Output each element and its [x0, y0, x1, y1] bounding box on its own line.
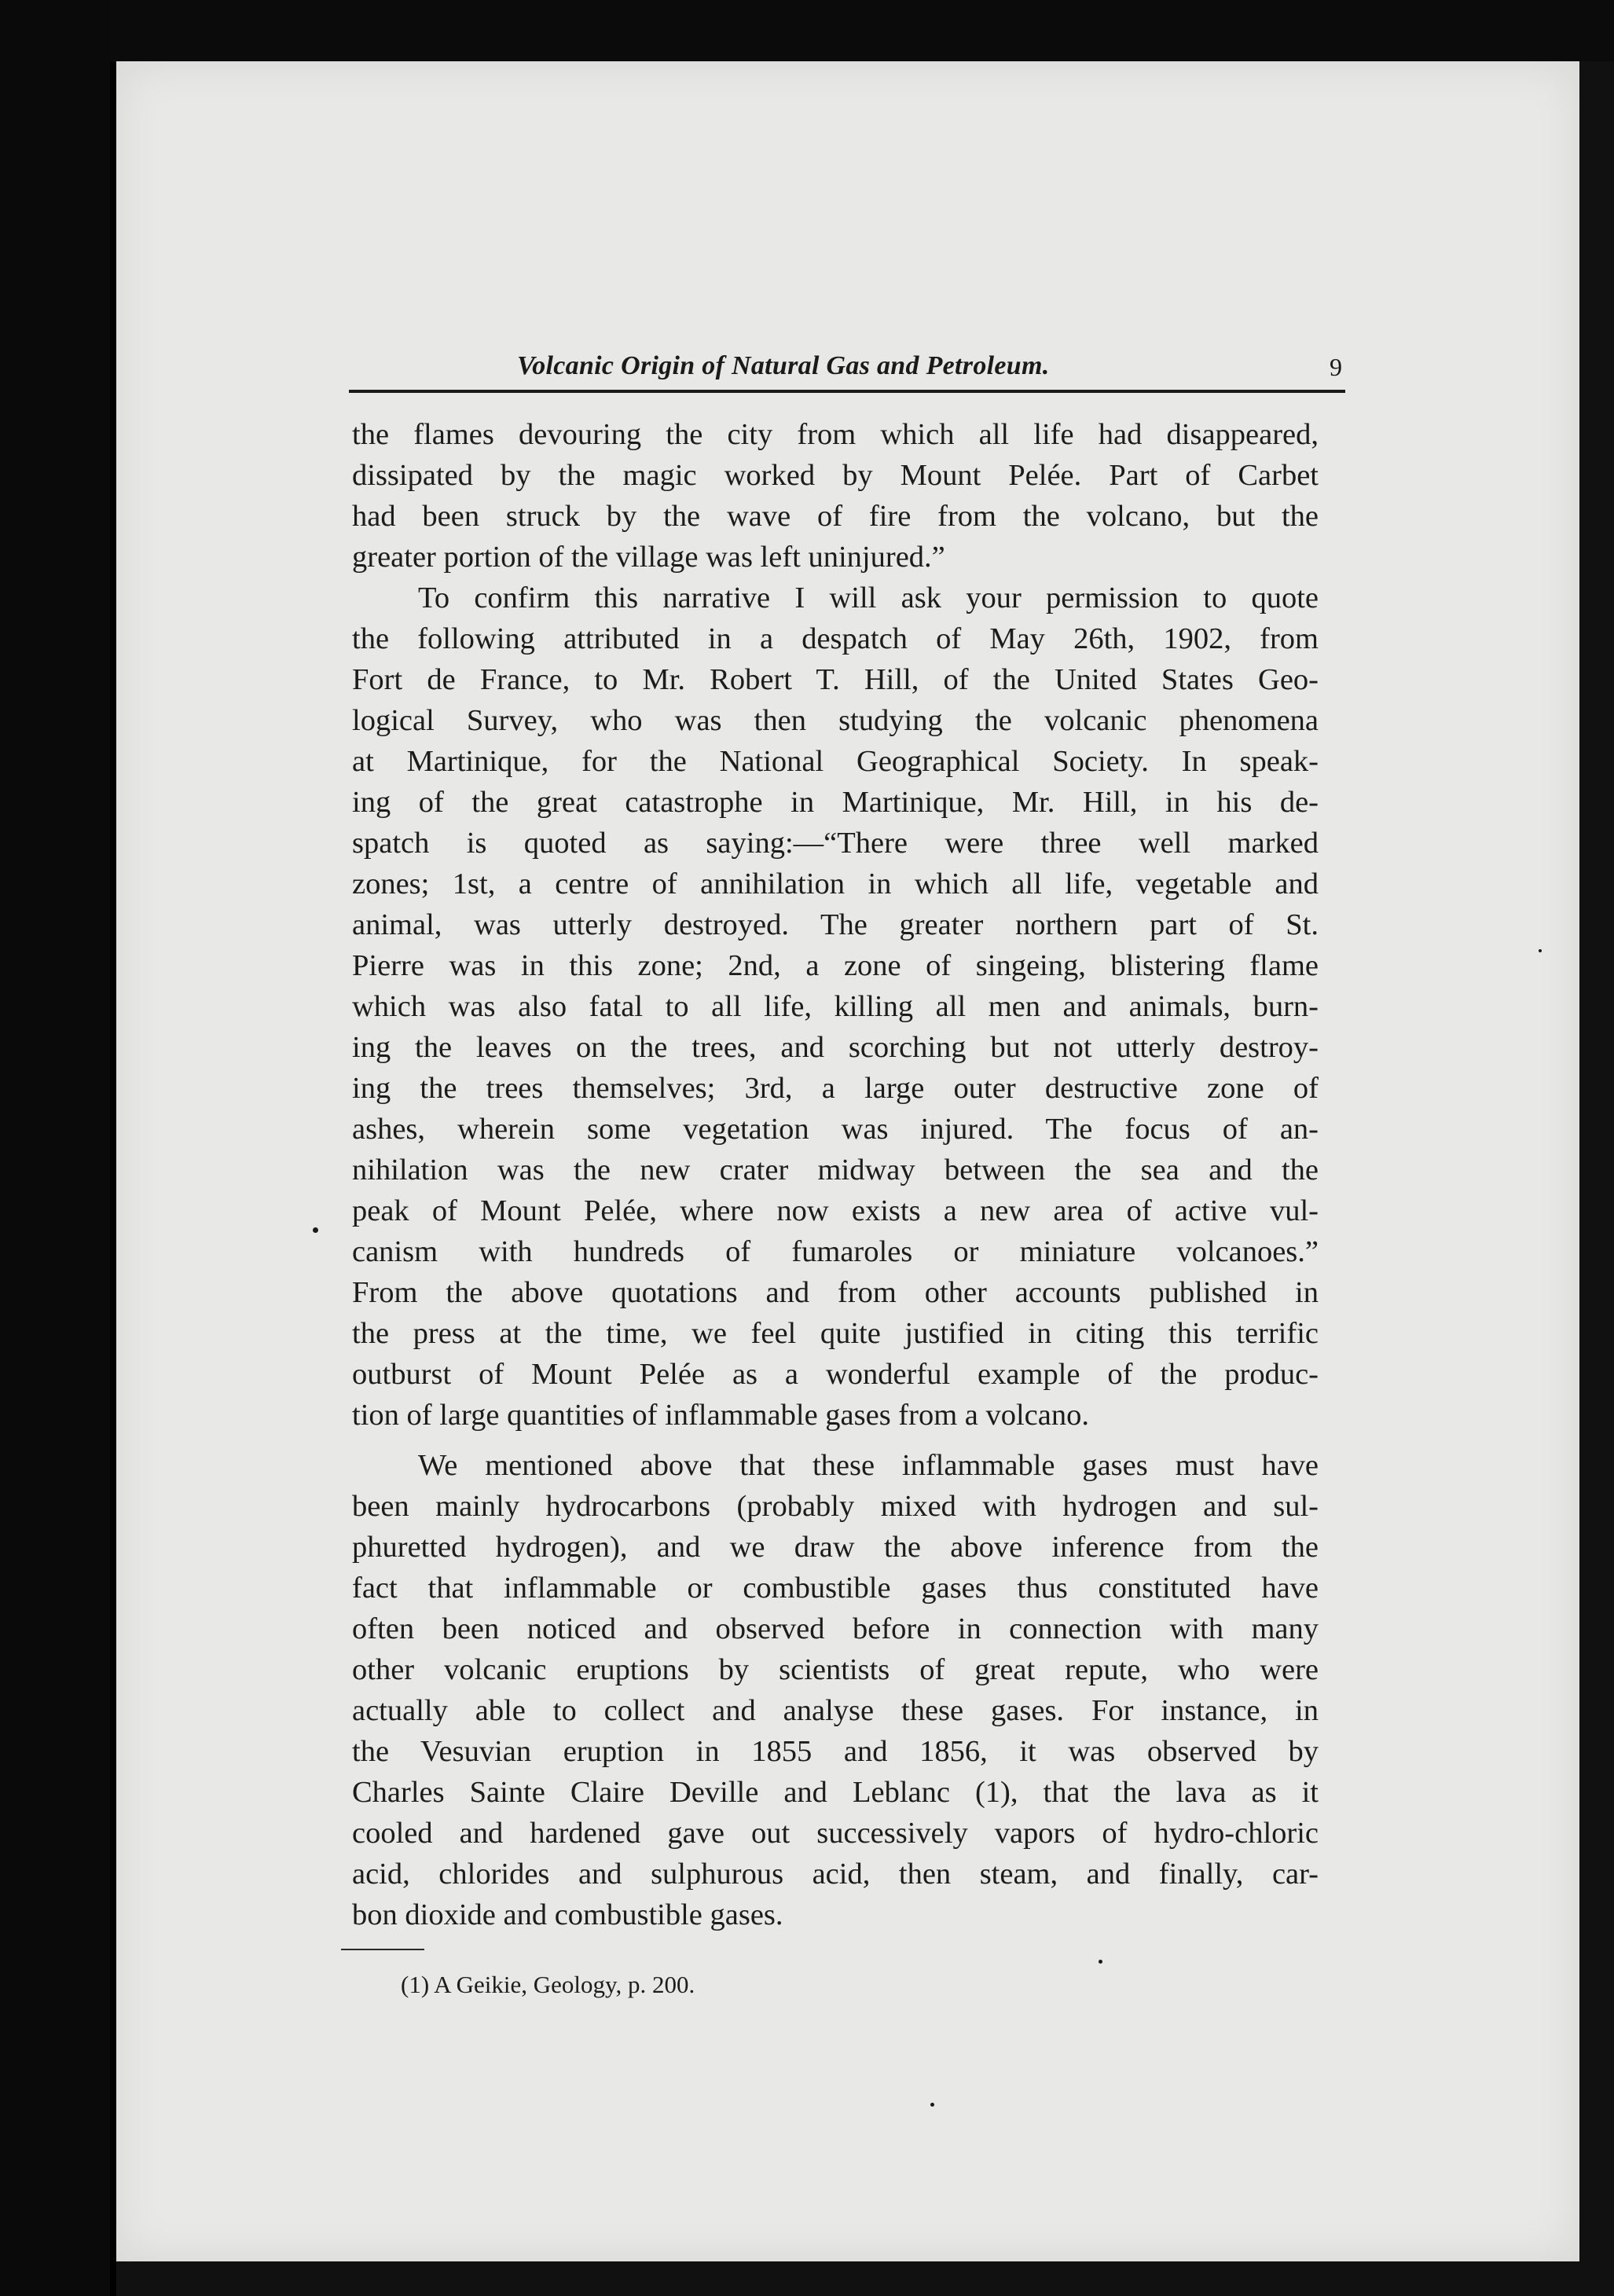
text-line: We mentioned above that these inflammable gases must have — [418, 1449, 1319, 1482]
page-number: 9 — [1330, 353, 1342, 381]
paragraph — [352, 578, 1319, 1436]
text-line: been mainly hydrocarbons (probably mixed with hydrogen and sul- — [352, 1490, 1319, 1523]
text-line: ing the trees themselves; 3rd, a large outer destructive zone of — [352, 1072, 1319, 1105]
text-line: canism with hundreds of fumaroles or miniature volcanoes.” — [352, 1235, 1319, 1268]
scan-speck — [1539, 949, 1542, 952]
footnote-rule — [341, 1949, 424, 1950]
scan-speck — [313, 1227, 318, 1233]
text-line: greater portion of the village was left uninjured.” — [352, 541, 945, 574]
text-line: other volcanic eruptions by scientists of great repute, who were — [352, 1653, 1319, 1686]
text-line: From the above quotations and from other accounts published in — [352, 1276, 1319, 1309]
text-line: zones; 1st, a centre of annihilation in which all life, vegetable and — [352, 867, 1319, 900]
scan-binding-edge — [110, 61, 116, 2296]
text-line: ing of the great catastrophe in Martinique, Mr. Hill, in his de- — [352, 786, 1319, 819]
text-line: Charles Sainte Claire Deville and Leblanc (1), that the lava as it — [352, 1776, 1319, 1809]
scan-speck — [1099, 1960, 1102, 1964]
text-line: bon dioxide and combustible gases. — [352, 1898, 783, 1931]
footnote: (1) A Geikie, Geology, p. 200. — [401, 1971, 695, 1998]
text-line: the Vesuvian eruption in 1855 and 1856, it was observed by — [352, 1735, 1319, 1768]
text-line: had been struck by the wave of fire from the volcano, but the — [352, 500, 1319, 533]
text-line: outburst of Mount Pelée as a wonderful example of the produc- — [352, 1358, 1319, 1391]
text-line: fact that inflammable or combustible gases thus constituted have — [352, 1572, 1319, 1605]
text-line: the flames devouring the city from which all life had disappeared, — [352, 418, 1319, 451]
paragraph — [352, 414, 1319, 578]
body-text — [352, 414, 1319, 1935]
running-head-title: Volcanic Origin of Natural Gas and Petroleum. — [517, 351, 1050, 380]
text-line: tion of large quantities of inflammable gases from a volcano. — [352, 1399, 1089, 1432]
text-line: animal, was utterly destroyed. The greater northern part of St. — [352, 908, 1319, 941]
text-line: at Martinique, for the National Geographical Society. In speak- — [352, 745, 1319, 778]
text-line: cooled and hardened gave out successively vapors of hydro-chloric — [352, 1817, 1319, 1850]
text-line: often been noticed and observed before in connection with many — [352, 1612, 1319, 1645]
scan-bottom-edge — [116, 2261, 1614, 2296]
text-line: nihilation was the new crater midway between the sea and the — [352, 1154, 1319, 1187]
paragraph-gap — [352, 1436, 1319, 1445]
text-line: which was also fatal to all life, killing all men and animals, burn- — [352, 990, 1319, 1023]
text-line: dissipated by the magic worked by Mount Pelée. Part of Carbet — [352, 459, 1319, 492]
text-line: peak of Mount Pelée, where now exists a new area of active vul- — [352, 1194, 1319, 1227]
running-head — [352, 351, 1342, 389]
scan-right-edge — [1579, 61, 1614, 2296]
scan-speck — [930, 2103, 934, 2107]
text-line: Pierre was in this zone; 2nd, a zone of singeing, blistering flame — [352, 949, 1319, 982]
scan-left-margin — [0, 0, 110, 2296]
text-line: To confirm this narrative I will ask your permission to quote — [418, 581, 1319, 614]
text-line: the following attributed in a despatch of May 26th, 1902, from — [352, 622, 1319, 655]
header-rule — [349, 390, 1345, 393]
text-line: acid, chlorides and sulphurous acid, then steam, and finally, car- — [352, 1858, 1319, 1891]
text-line: spatch is quoted as saying:—“There were three well marked — [352, 827, 1319, 860]
paragraph — [352, 1445, 1319, 1935]
text-line: the press at the time, we feel quite justified in citing this terrific — [352, 1317, 1319, 1350]
text-line: Fort de France, to Mr. Robert T. Hill, of the United States Geo- — [352, 663, 1319, 696]
text-line: ing the leaves on the trees, and scorching but not utterly destroy- — [352, 1031, 1319, 1064]
text-line: logical Survey, who was then studying the volcanic phenomena — [352, 704, 1319, 737]
text-line: actually able to collect and analyse these gases. For instance, in — [352, 1694, 1319, 1727]
text-line: phuretted hydrogen), and we draw the above inference from the — [352, 1531, 1319, 1564]
text-line: ashes, wherein some vegetation was injured. The focus of an- — [352, 1113, 1319, 1146]
